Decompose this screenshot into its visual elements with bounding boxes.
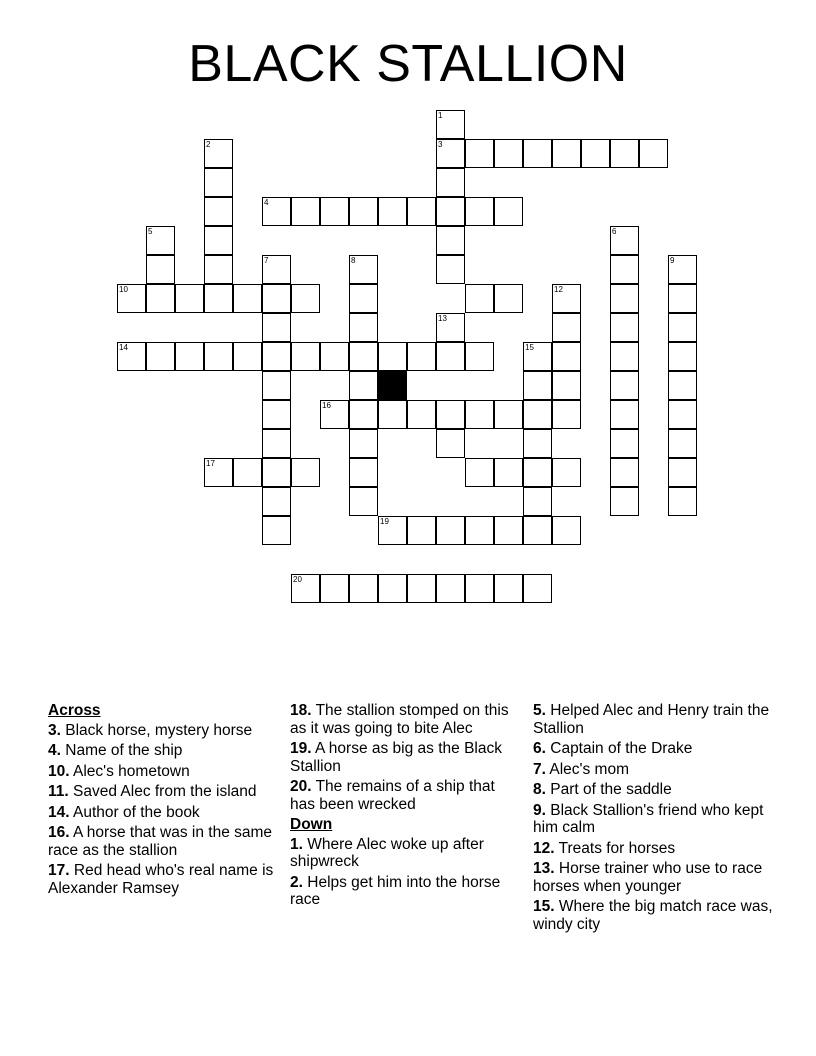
grid-cell[interactable] [349, 458, 378, 487]
grid-cell[interactable] [465, 342, 494, 371]
grid-cell[interactable] [146, 226, 175, 255]
grid-cell[interactable] [291, 458, 320, 487]
grid-cell[interactable] [204, 197, 233, 226]
grid-cell[interactable] [436, 255, 465, 284]
clue-across-19: 19. A horse as big as the Black Stallion [290, 740, 502, 775]
grid-cell[interactable] [146, 284, 175, 313]
grid-cell[interactable] [610, 487, 639, 516]
clue-number: 20 [293, 575, 302, 584]
clue-number: 15 [525, 343, 534, 352]
grid-cell[interactable] [523, 516, 552, 545]
grid-cell[interactable] [262, 516, 291, 545]
grid-cell[interactable] [668, 284, 697, 313]
grid-cell[interactable] [494, 284, 523, 313]
grid-cell[interactable] [610, 400, 639, 429]
grid-cell[interactable] [552, 400, 581, 429]
clue-down-9: 9. Black Stallion's friend who kept him calm [533, 801, 764, 836]
grid-cell[interactable] [349, 400, 378, 429]
grid-cell[interactable] [581, 139, 610, 168]
grid-cell[interactable] [204, 284, 233, 313]
grid-cell[interactable] [436, 342, 465, 371]
grid-cell[interactable] [349, 429, 378, 458]
clue-across-18: 18. The stallion stomped on this as it was going to bite Alec [290, 702, 509, 737]
grid-cell[interactable] [262, 371, 291, 400]
grid-cell[interactable] [494, 139, 523, 168]
across-heading: Across [48, 702, 101, 719]
clue-across-20: 20. The remains of a ship that has been wrecked [290, 778, 495, 813]
grid-cell[interactable] [378, 400, 407, 429]
clue-number: 12 [554, 285, 563, 294]
grid-cell[interactable] [610, 139, 639, 168]
grid-cell[interactable] [378, 197, 407, 226]
clue-number: 3 [438, 140, 443, 149]
grid-cell[interactable] [465, 139, 494, 168]
grid-cell[interactable] [610, 429, 639, 458]
grid-cell[interactable] [552, 371, 581, 400]
clue-across-16: 16. A horse that was in the same race as the stallion [48, 824, 273, 859]
grid-cell[interactable] [204, 226, 233, 255]
grid-cell[interactable] [552, 313, 581, 342]
grid-cell[interactable] [436, 226, 465, 255]
grid-cell[interactable] [436, 429, 465, 458]
grid-cell[interactable] [378, 574, 407, 603]
clue-across-10: 10. Alec's hometown [48, 762, 190, 780]
grid-cell[interactable] [378, 342, 407, 371]
grid-cell[interactable] [465, 516, 494, 545]
clue-number: 1 [438, 111, 443, 120]
clue-down-1: 1. Where Alec woke up after shipwreck [290, 835, 484, 870]
grid-cell[interactable] [494, 574, 523, 603]
grid-cell[interactable] [552, 284, 581, 313]
grid-cell[interactable] [291, 574, 320, 603]
grid-cell[interactable] [117, 284, 146, 313]
grid-cell[interactable] [407, 400, 436, 429]
clue-across-4: 4. Name of the ship [48, 742, 183, 759]
grid-cell[interactable] [262, 197, 291, 226]
grid-cell[interactable] [146, 255, 175, 284]
grid-cell[interactable] [204, 255, 233, 284]
clue-down-12: 12. Treats for horses [533, 839, 676, 857]
grid-cell[interactable] [436, 313, 465, 342]
grid-cell[interactable] [436, 197, 465, 226]
grid-cell[interactable] [465, 574, 494, 603]
clue-column-2 [290, 702, 522, 912]
grid-cell[interactable] [668, 255, 697, 284]
grid-cell[interactable] [291, 342, 320, 371]
grid-cell[interactable] [175, 284, 204, 313]
grid-cell[interactable] [349, 371, 378, 400]
grid-cell[interactable] [407, 342, 436, 371]
clue-number: 2 [206, 140, 211, 149]
clue-number: 13 [438, 314, 447, 323]
grid-cell[interactable] [668, 371, 697, 400]
clue-number: 19 [380, 517, 389, 526]
grid-cell[interactable] [523, 429, 552, 458]
grid-cell[interactable] [436, 139, 465, 168]
grid-cell[interactable] [349, 313, 378, 342]
clue-down-15: 15. Where the big match race was, windy city [533, 898, 773, 933]
grid-cell[interactable] [320, 574, 349, 603]
grid-cell[interactable] [523, 487, 552, 516]
grid-cell[interactable] [320, 197, 349, 226]
grid-cell[interactable] [262, 400, 291, 429]
clue-down-6: 6. Captain of the Drake [533, 740, 693, 757]
down-heading: Down [290, 816, 333, 833]
grid-cell[interactable] [436, 400, 465, 429]
clue-down-5: 5. Helped Alec and Henry train the Stallion [533, 702, 770, 737]
grid-cell[interactable] [407, 516, 436, 545]
grid-cell[interactable] [494, 400, 523, 429]
grid-block [378, 371, 407, 400]
grid-cell[interactable] [668, 458, 697, 487]
grid-cell[interactable] [465, 400, 494, 429]
clue-across-17: 17. Red head who's real name is Alexander Ramsey [48, 862, 274, 897]
grid-cell[interactable] [262, 429, 291, 458]
grid-cell[interactable] [349, 574, 378, 603]
grid-cell[interactable] [436, 516, 465, 545]
clue-number: 14 [119, 343, 128, 352]
grid-cell[interactable] [204, 168, 233, 197]
grid-cell[interactable] [262, 342, 291, 371]
grid-cell[interactable] [610, 313, 639, 342]
grid-cell[interactable] [610, 226, 639, 255]
grid-cell[interactable] [610, 371, 639, 400]
grid-cell[interactable] [668, 400, 697, 429]
clue-down-7: 7. Alec's mom [533, 760, 630, 778]
clue-number: 10 [119, 285, 128, 294]
grid-cell[interactable] [668, 429, 697, 458]
grid-cell[interactable] [204, 342, 233, 371]
grid-cell[interactable] [552, 516, 581, 545]
grid-cell[interactable] [262, 255, 291, 284]
clue-across-11: 11. Saved Alec from the island [48, 783, 257, 800]
clue-column-1 [48, 702, 278, 900]
grid-cell[interactable] [262, 458, 291, 487]
grid-cell[interactable] [349, 342, 378, 371]
grid-cell[interactable] [233, 458, 262, 487]
grid-cell[interactable] [668, 342, 697, 371]
grid-cell[interactable] [146, 342, 175, 371]
grid-cell[interactable] [610, 458, 639, 487]
grid-cell[interactable] [349, 487, 378, 516]
grid-cell[interactable] [175, 342, 204, 371]
grid-cell[interactable] [523, 371, 552, 400]
grid-cell[interactable] [465, 197, 494, 226]
grid-cell[interactable] [320, 400, 349, 429]
grid-cell[interactable] [349, 197, 378, 226]
grid-cell[interactable] [610, 255, 639, 284]
grid-cell[interactable] [262, 487, 291, 516]
grid-cell[interactable] [523, 139, 552, 168]
grid-cell[interactable] [291, 197, 320, 226]
grid-cell[interactable] [349, 284, 378, 313]
clue-down-2: 2. Helps get him into the horse race [290, 873, 501, 908]
grid-cell[interactable] [378, 516, 407, 545]
grid-cell[interactable] [291, 284, 320, 313]
grid-cell[interactable] [262, 313, 291, 342]
grid-cell[interactable] [523, 574, 552, 603]
grid-cell[interactable] [494, 458, 523, 487]
grid-cell[interactable] [436, 168, 465, 197]
grid-cell[interactable] [523, 400, 552, 429]
grid-cell[interactable] [204, 139, 233, 168]
grid-cell[interactable] [610, 284, 639, 313]
grid-cell[interactable] [436, 574, 465, 603]
grid-cell[interactable] [233, 342, 262, 371]
grid-cell[interactable] [233, 284, 262, 313]
clue-down-8: 8. Part of the saddle [533, 781, 672, 798]
puzzle-title: BLACK STALLION [188, 35, 628, 93]
clue-number: 4 [264, 198, 269, 207]
grid-cell[interactable] [320, 342, 349, 371]
grid-cell[interactable] [465, 458, 494, 487]
clue-number: 8 [351, 256, 356, 265]
grid-cell[interactable] [204, 458, 233, 487]
grid-cell[interactable] [668, 487, 697, 516]
clue-number: 9 [670, 256, 675, 265]
clue-number: 7 [264, 256, 269, 265]
grid-cell[interactable] [117, 342, 146, 371]
grid-cell[interactable] [494, 197, 523, 226]
grid-cell[interactable] [639, 139, 668, 168]
clue-across-14: 14. Author of the book [48, 803, 200, 821]
grid-cell[interactable] [668, 313, 697, 342]
grid-cell[interactable] [552, 458, 581, 487]
grid-cell[interactable] [465, 284, 494, 313]
grid-cell[interactable] [407, 197, 436, 226]
clue-down-13: 13. Horse trainer who use to race horses when younger [533, 860, 763, 895]
clue-across-3: 3. Black horse, mystery horse [48, 721, 253, 739]
clue-column-3 [533, 702, 783, 936]
grid-cell[interactable] [610, 342, 639, 371]
grid-cell[interactable] [436, 110, 465, 139]
clue-number: 5 [148, 227, 153, 236]
grid-cell[interactable] [523, 342, 552, 371]
grid-cell[interactable] [494, 516, 523, 545]
grid-cell[interactable] [262, 284, 291, 313]
grid-cell[interactable] [523, 458, 552, 487]
grid-cell[interactable] [552, 139, 581, 168]
grid-cell[interactable] [349, 255, 378, 284]
clue-number: 6 [612, 227, 617, 236]
clue-number: 16 [322, 401, 331, 410]
clue-number: 17 [206, 459, 215, 468]
grid-cell[interactable] [407, 574, 436, 603]
grid-cell[interactable] [552, 342, 581, 371]
